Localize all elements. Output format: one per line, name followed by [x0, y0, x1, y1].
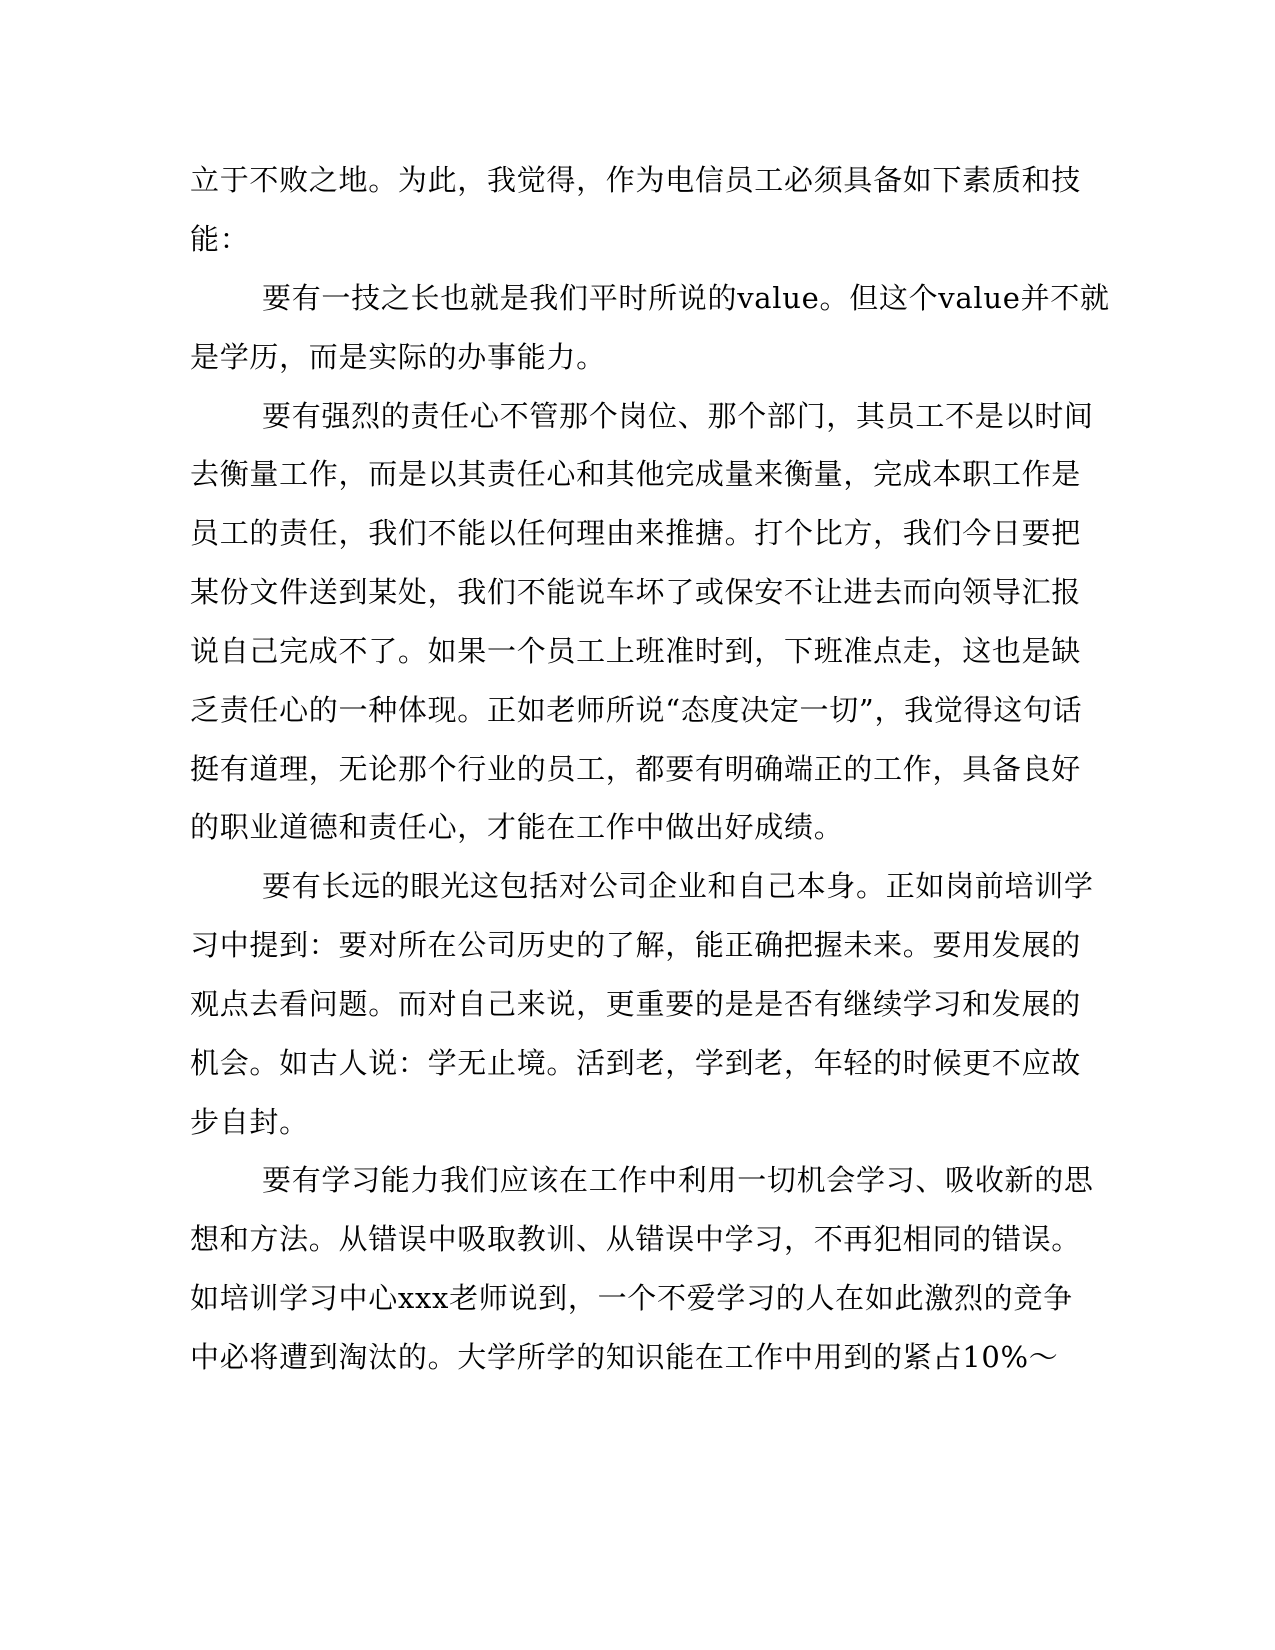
text-line: 步自封。 [190, 1105, 309, 1139]
text-line: 的职业道德和责任心，才能在工作中做出好成绩。 [190, 810, 844, 844]
text-line: 某份文件送到某处，我们不能说车坏了或保安不让进去而向领导汇报 [190, 575, 1082, 609]
text-line: 中必将遭到淘汰的。大学所学的知识能在工作中用到的紧占10%～ [190, 1340, 1059, 1374]
text-line: 能： [190, 222, 250, 256]
text-line: 乏责任心的一种体现。正如老师所说“态度决定一切”，我觉得这句话 [190, 693, 1083, 727]
text-line: 去衡量工作，而是以其责任心和其他完成量来衡量，完成本职工作是 [190, 457, 1082, 491]
text-line: 机会。如古人说：学无止境。活到老，学到老，年轻的时候更不应故 [190, 1046, 1082, 1080]
text-line: 立于不败之地。为此，我觉得，作为电信员工必须具备如下素质和技 [190, 163, 1082, 197]
paragraph-first-line: 要有一技之长也就是我们平时所说的value。但这个value并不就 [262, 281, 1110, 315]
text-line: 观点去看问题。而对自己来说，更重要的是是否有继续学习和发展的 [190, 987, 1082, 1021]
text-line: 习中提到：要对所在公司历史的了解，能正确把握未来。要用发展的 [190, 928, 1082, 962]
text-line: 是学历，而是实际的办事能力。 [190, 340, 606, 374]
text-line: 如培训学习中心xxx老师说到，一个不爱学习的人在如此激烈的竞争 [190, 1281, 1073, 1315]
paragraph-first-line: 要有长远的眼光这包括对公司企业和自己本身。正如岗前培训学 [262, 869, 1094, 903]
text-line: 员工的责任，我们不能以任何理由来推搪。打个比方，我们今日要把 [190, 516, 1082, 550]
text-line: 想和方法。从错误中吸取教训、从错误中学习，不再犯相同的错误。 [190, 1222, 1082, 1256]
paragraph-first-line: 要有强烈的责任心不管那个岗位、那个部门，其员工不是以时间 [262, 399, 1094, 433]
text-line: 说自己完成不了。如果一个员工上班准时到，下班准点走，这也是缺 [190, 634, 1082, 668]
paragraph-first-line: 要有学习能力我们应该在工作中利用一切机会学习、吸收新的思 [262, 1163, 1094, 1197]
text-line: 挺有道理，无论那个行业的员工，都要有明确端正的工作，具备良好 [190, 752, 1082, 786]
